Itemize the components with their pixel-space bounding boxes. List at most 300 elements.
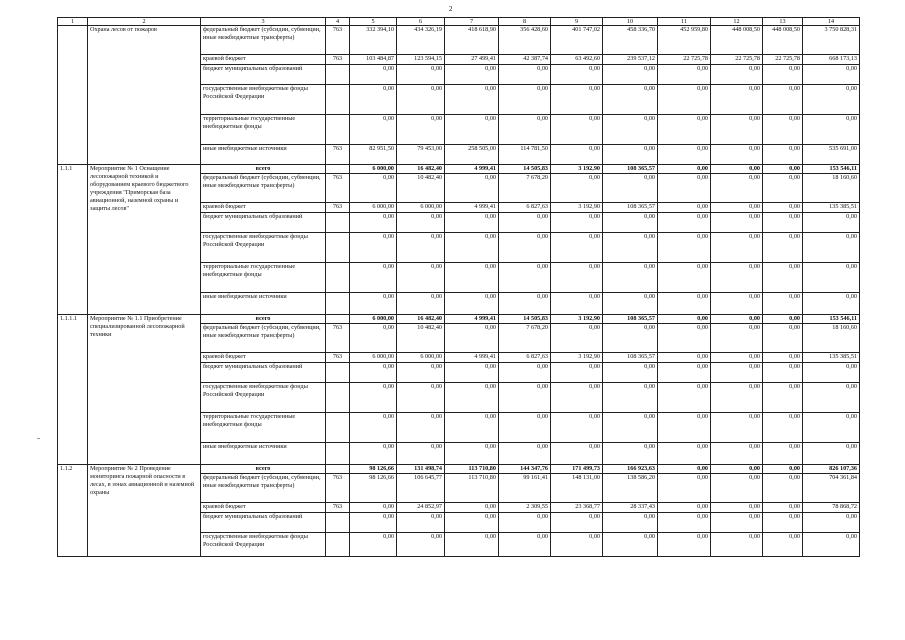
budget-table — [57, 17, 860, 557]
amount-cell: 171 499,73 — [551, 465, 603, 474]
funding-source: бюджет муниципальных образований — [201, 513, 326, 533]
amount-cell: 0,00 — [603, 65, 658, 85]
amount-cell: 0,00 — [397, 85, 445, 115]
amount-cell: 108 365,57 — [603, 353, 658, 363]
funding-source: государственные внебюджетные фонды Российской Федерации — [201, 85, 326, 115]
amount-cell: 0,00 — [763, 353, 803, 363]
amount-cell: 0,00 — [763, 315, 803, 324]
amount-cell: 0,00 — [658, 503, 711, 513]
amount-cell: 0,00 — [551, 363, 603, 383]
amount-cell: 6 827,63 — [499, 353, 551, 363]
amount-cell: 2 309,55 — [499, 503, 551, 513]
amount-cell: 22 725,78 — [711, 55, 763, 65]
amount-cell: 0,00 — [603, 213, 658, 233]
amount-cell: 0,00 — [711, 174, 763, 203]
budget-code — [326, 85, 350, 115]
amount-cell: 0,00 — [658, 324, 711, 353]
amount-cell: 6 000,00 — [397, 353, 445, 363]
budget-code — [326, 513, 350, 533]
amount-cell: 0,00 — [711, 533, 763, 557]
amount-cell: 0,00 — [711, 213, 763, 233]
amount-cell: 0,00 — [763, 465, 803, 474]
amount-cell: 0,00 — [499, 213, 551, 233]
amount-cell: 0,00 — [350, 383, 397, 413]
budget-code — [326, 213, 350, 233]
amount-cell: 0,00 — [763, 363, 803, 383]
amount-cell: 0,00 — [658, 65, 711, 85]
amount-cell: 106 645,77 — [397, 474, 445, 503]
amount-cell: 0,00 — [551, 65, 603, 85]
header-row — [58, 18, 860, 26]
amount-cell: 0,00 — [350, 513, 397, 533]
amount-cell: 0,00 — [603, 363, 658, 383]
header-cell: 7 — [445, 18, 499, 26]
amount-cell: 138 586,20 — [603, 474, 658, 503]
amount-cell: 10 482,40 — [397, 324, 445, 353]
funding-source: иные внебюджетные источники — [201, 443, 326, 465]
amount-cell: 0,00 — [711, 145, 763, 165]
funding-source: федеральный бюджет (субсидии, субвенции, иные межбюджетные трансферты) — [201, 324, 326, 353]
amount-cell: 4 999,41 — [445, 165, 499, 174]
amount-cell: 0,00 — [711, 315, 763, 324]
amount-cell: 0,00 — [350, 213, 397, 233]
amount-cell: 0,00 — [803, 533, 860, 557]
amount-cell: 153 546,11 — [803, 165, 860, 174]
amount-cell: 239 537,12 — [603, 55, 658, 65]
amount-cell: 14 505,83 — [499, 315, 551, 324]
amount-cell: 0,00 — [499, 443, 551, 465]
amount-cell: 6 000,00 — [350, 353, 397, 363]
header-cell: 14 — [803, 18, 860, 26]
page-number: 2 — [449, 5, 453, 13]
budget-code: 763 — [326, 503, 350, 513]
budget-code — [326, 363, 350, 383]
header-cell: 10 — [603, 18, 658, 26]
budget-code — [326, 165, 350, 174]
amount-cell: 0,00 — [711, 324, 763, 353]
amount-cell: 0,00 — [350, 263, 397, 293]
row-index: 1.1.1 — [58, 165, 88, 315]
amount-cell: 0,00 — [763, 413, 803, 443]
amount-cell: 6 000,00 — [350, 165, 397, 174]
funding-source: краевой бюджет — [201, 503, 326, 513]
amount-cell: 0,00 — [711, 233, 763, 263]
amount-cell: 0,00 — [763, 263, 803, 293]
amount-cell: 0,00 — [551, 383, 603, 413]
amount-cell: 0,00 — [603, 533, 658, 557]
header-cell: 8 — [499, 18, 551, 26]
funding-source: краевой бюджет — [201, 353, 326, 363]
amount-cell: 535 691,00 — [803, 145, 860, 165]
amount-cell: 0,00 — [658, 213, 711, 233]
table-body — [58, 18, 860, 557]
funding-source: иные внебюджетные источники — [201, 145, 326, 165]
amount-cell: 0,00 — [658, 315, 711, 324]
amount-cell: 0,00 — [603, 85, 658, 115]
amount-cell: 0,00 — [445, 213, 499, 233]
budget-code — [326, 383, 350, 413]
amount-cell: 0,00 — [603, 293, 658, 315]
amount-cell: 0,00 — [711, 203, 763, 213]
amount-cell: 0,00 — [603, 413, 658, 443]
amount-cell: 0,00 — [711, 503, 763, 513]
budget-code: 763 — [326, 474, 350, 503]
amount-cell: 0,00 — [397, 513, 445, 533]
amount-cell: 401 747,02 — [551, 26, 603, 55]
amount-cell: 0,00 — [551, 533, 603, 557]
amount-cell: 135 385,51 — [803, 203, 860, 213]
amount-cell: 0,00 — [603, 115, 658, 145]
amount-cell: 0,00 — [658, 383, 711, 413]
amount-cell: 0,00 — [658, 203, 711, 213]
amount-cell: 0,00 — [763, 533, 803, 557]
amount-cell: 0,00 — [397, 263, 445, 293]
amount-cell: 0,00 — [397, 233, 445, 263]
amount-cell: 0,00 — [658, 363, 711, 383]
funding-source: краевой бюджет — [201, 203, 326, 213]
amount-cell: 0,00 — [803, 383, 860, 413]
amount-cell: 16 482,40 — [397, 165, 445, 174]
amount-cell: 0,00 — [711, 413, 763, 443]
amount-cell: 0,00 — [658, 263, 711, 293]
amount-cell: 0,00 — [803, 213, 860, 233]
amount-cell: 7 678,20 — [499, 324, 551, 353]
budget-code — [326, 233, 350, 263]
amount-cell: 0,00 — [803, 85, 860, 115]
scan-mark — [37, 438, 40, 439]
header-cell: 4 — [326, 18, 350, 26]
event-title: Мероприятие № 1 Оснащение лесопожарной техникой и оборудованием краевого бюджетного учреждения "Приморская база авиационной, наземной охраны и защиты лесов" — [88, 165, 201, 315]
funding-source: федеральный бюджет (субсидии, субвенции, иные межбюджетные трансферты) — [201, 174, 326, 203]
amount-cell: 0,00 — [397, 363, 445, 383]
amount-cell: 0,00 — [445, 533, 499, 557]
amount-cell: 0,00 — [551, 324, 603, 353]
amount-cell: 0,00 — [551, 213, 603, 233]
header-cell: 6 — [397, 18, 445, 26]
amount-cell: 0,00 — [763, 474, 803, 503]
amount-cell: 108 365,57 — [603, 165, 658, 174]
amount-cell: 166 923,63 — [603, 465, 658, 474]
amount-cell: 4 999,41 — [445, 315, 499, 324]
amount-cell: 0,00 — [658, 353, 711, 363]
budget-code — [326, 115, 350, 145]
amount-cell: 0,00 — [803, 263, 860, 293]
amount-cell: 0,00 — [397, 65, 445, 85]
amount-cell: 0,00 — [711, 165, 763, 174]
amount-cell: 0,00 — [711, 383, 763, 413]
amount-cell: 0,00 — [763, 145, 803, 165]
amount-cell: 0,00 — [603, 174, 658, 203]
amount-cell: 3 750 828,31 — [803, 26, 860, 55]
amount-cell: 0,00 — [551, 413, 603, 443]
amount-cell: 0,00 — [350, 503, 397, 513]
amount-cell: 0,00 — [499, 363, 551, 383]
amount-cell: 0,00 — [711, 513, 763, 533]
amount-cell: 0,00 — [803, 513, 860, 533]
amount-cell: 0,00 — [350, 363, 397, 383]
amount-cell: 0,00 — [658, 145, 711, 165]
budget-code: 763 — [326, 55, 350, 65]
amount-cell: 28 337,43 — [603, 503, 658, 513]
amount-cell: 0,00 — [711, 353, 763, 363]
amount-cell: 0,00 — [711, 85, 763, 115]
amount-cell: 0,00 — [763, 203, 803, 213]
amount-cell: 0,00 — [445, 263, 499, 293]
amount-cell: 0,00 — [763, 513, 803, 533]
amount-cell: 0,00 — [711, 293, 763, 315]
header-cell: 13 — [763, 18, 803, 26]
amount-cell: 0,00 — [711, 443, 763, 465]
amount-cell: 0,00 — [445, 413, 499, 443]
table-row — [58, 315, 860, 324]
amount-cell: 0,00 — [350, 443, 397, 465]
amount-cell: 448 008,50 — [763, 26, 803, 55]
amount-cell: 0,00 — [551, 85, 603, 115]
amount-cell: 0,00 — [397, 443, 445, 465]
amount-cell: 0,00 — [658, 443, 711, 465]
funding-source: территориальные государственные внебюджетные фонды — [201, 263, 326, 293]
amount-cell: 0,00 — [711, 474, 763, 503]
amount-cell: 3 192,90 — [551, 165, 603, 174]
amount-cell: 63 492,60 — [551, 55, 603, 65]
amount-cell: 0,00 — [499, 115, 551, 145]
amount-cell: 113 710,80 — [445, 465, 499, 474]
amount-cell: 108 365,57 — [603, 203, 658, 213]
header-cell: 12 — [711, 18, 763, 26]
amount-cell: 258 505,00 — [445, 145, 499, 165]
amount-cell: 113 710,80 — [445, 474, 499, 503]
table-row — [58, 465, 860, 474]
amount-cell: 0,00 — [711, 363, 763, 383]
amount-cell: 3 192,90 — [551, 353, 603, 363]
amount-cell: 0,00 — [499, 513, 551, 533]
amount-cell: 0,00 — [397, 533, 445, 557]
amount-cell: 0,00 — [350, 324, 397, 353]
funding-source: всего — [201, 165, 326, 174]
funding-source: всего — [201, 315, 326, 324]
amount-cell: 0,00 — [350, 413, 397, 443]
amount-cell: 6 000,00 — [350, 203, 397, 213]
amount-cell: 0,00 — [397, 213, 445, 233]
amount-cell: 144 347,76 — [499, 465, 551, 474]
amount-cell: 0,00 — [350, 233, 397, 263]
amount-cell: 3 192,90 — [551, 203, 603, 213]
amount-cell: 0,00 — [658, 413, 711, 443]
amount-cell: 0,00 — [551, 513, 603, 533]
amount-cell: 0,00 — [803, 115, 860, 145]
row-index: 1.1.1.1 — [58, 315, 88, 465]
amount-cell: 0,00 — [445, 513, 499, 533]
funding-source: иные внебюджетные источники — [201, 293, 326, 315]
amount-cell: 0,00 — [499, 293, 551, 315]
funding-source: федеральный бюджет (субсидии, субвенции, иные межбюджетные трансферты) — [201, 474, 326, 503]
header-cell: 5 — [350, 18, 397, 26]
amount-cell: 0,00 — [350, 85, 397, 115]
amount-cell: 0,00 — [445, 174, 499, 203]
amount-cell: 0,00 — [397, 413, 445, 443]
amount-cell: 0,00 — [658, 115, 711, 145]
budget-code: 763 — [326, 145, 350, 165]
header-cell: 11 — [658, 18, 711, 26]
amount-cell: 0,00 — [763, 174, 803, 203]
budget-code — [326, 443, 350, 465]
amount-cell: 0,00 — [711, 465, 763, 474]
amount-cell: 78 868,72 — [803, 503, 860, 513]
amount-cell: 0,00 — [499, 85, 551, 115]
amount-cell: 0,00 — [803, 363, 860, 383]
amount-cell: 108 365,57 — [603, 315, 658, 324]
amount-cell: 0,00 — [499, 533, 551, 557]
amount-cell: 98 126,66 — [350, 465, 397, 474]
amount-cell: 0,00 — [445, 443, 499, 465]
amount-cell: 0,00 — [763, 213, 803, 233]
amount-cell: 0,00 — [603, 233, 658, 263]
amount-cell: 0,00 — [763, 324, 803, 353]
event-title: Охрана лесов от пожаров — [88, 26, 201, 165]
amount-cell: 458 336,70 — [603, 26, 658, 55]
table-row — [58, 165, 860, 174]
amount-cell: 148 131,00 — [551, 474, 603, 503]
amount-cell: 0,00 — [603, 145, 658, 165]
amount-cell: 434 326,19 — [397, 26, 445, 55]
row-index: 1.1.2 — [58, 465, 88, 557]
amount-cell: 0,00 — [763, 165, 803, 174]
header-cell: 9 — [551, 18, 603, 26]
amount-cell: 0,00 — [445, 293, 499, 315]
amount-cell: 0,00 — [603, 513, 658, 533]
amount-cell: 0,00 — [763, 233, 803, 263]
funding-source: бюджет муниципальных образований — [201, 213, 326, 233]
budget-code — [326, 315, 350, 324]
funding-source: государственные внебюджетные фонды Российской Федерации — [201, 233, 326, 263]
amount-cell: 0,00 — [658, 513, 711, 533]
amount-cell: 0,00 — [499, 383, 551, 413]
budget-table-wrapper — [57, 17, 860, 557]
amount-cell: 0,00 — [763, 503, 803, 513]
amount-cell: 0,00 — [499, 413, 551, 443]
amount-cell: 3 192,90 — [551, 315, 603, 324]
amount-cell: 0,00 — [603, 263, 658, 293]
amount-cell: 123 594,15 — [397, 55, 445, 65]
amount-cell: 153 546,11 — [803, 315, 860, 324]
budget-code: 763 — [326, 353, 350, 363]
funding-source: всего — [201, 465, 326, 474]
amount-cell: 0,00 — [803, 413, 860, 443]
amount-cell: 0,00 — [397, 383, 445, 413]
amount-cell: 103 484,87 — [350, 55, 397, 65]
budget-code: 763 — [326, 203, 350, 213]
amount-cell: 0,00 — [658, 533, 711, 557]
event-title: Мероприятие № 1.1 Приобретение специализированной лесопожарной техники — [88, 315, 201, 465]
amount-cell: 826 107,36 — [803, 465, 860, 474]
header-cell: 2 — [88, 18, 201, 26]
amount-cell: 24 852,97 — [397, 503, 445, 513]
amount-cell: 135 385,51 — [803, 353, 860, 363]
amount-cell: 0,00 — [763, 443, 803, 465]
amount-cell: 22 725,78 — [763, 55, 803, 65]
budget-code — [326, 465, 350, 474]
amount-cell: 0,00 — [551, 443, 603, 465]
amount-cell: 0,00 — [763, 115, 803, 145]
amount-cell: 0,00 — [711, 115, 763, 145]
row-index — [58, 26, 88, 165]
amount-cell: 0,00 — [711, 263, 763, 293]
amount-cell: 356 428,60 — [499, 26, 551, 55]
amount-cell: 0,00 — [763, 85, 803, 115]
amount-cell: 23 368,77 — [551, 503, 603, 513]
amount-cell: 0,00 — [658, 165, 711, 174]
amount-cell: 0,00 — [397, 115, 445, 145]
amount-cell: 0,00 — [551, 233, 603, 263]
amount-cell: 704 361,84 — [803, 474, 860, 503]
budget-code: 763 — [326, 174, 350, 203]
amount-cell: 131 498,74 — [397, 465, 445, 474]
amount-cell: 4 999,41 — [445, 353, 499, 363]
event-title: Мероприятие № 2 Проведение мониторинга пожарной опасности в лесах, в зонах авиационной и наземной охраны — [88, 465, 201, 557]
amount-cell: 0,00 — [350, 174, 397, 203]
amount-cell: 0,00 — [499, 65, 551, 85]
amount-cell: 0,00 — [445, 65, 499, 85]
amount-cell: 0,00 — [763, 293, 803, 315]
amount-cell: 0,00 — [445, 233, 499, 263]
amount-cell: 668 173,13 — [803, 55, 860, 65]
amount-cell: 0,00 — [603, 443, 658, 465]
funding-source: государственные внебюджетные фонды Российской Федерации — [201, 533, 326, 557]
amount-cell: 0,00 — [445, 503, 499, 513]
budget-code: 763 — [326, 26, 350, 55]
amount-cell: 0,00 — [350, 293, 397, 315]
amount-cell: 114 781,50 — [499, 145, 551, 165]
amount-cell: 0,00 — [658, 174, 711, 203]
amount-cell: 0,00 — [763, 65, 803, 85]
amount-cell: 0,00 — [803, 65, 860, 85]
amount-cell: 0,00 — [350, 533, 397, 557]
amount-cell: 0,00 — [445, 383, 499, 413]
amount-cell: 0,00 — [763, 383, 803, 413]
amount-cell: 0,00 — [658, 233, 711, 263]
amount-cell: 16 482,40 — [397, 315, 445, 324]
amount-cell: 0,00 — [445, 363, 499, 383]
amount-cell: 18 160,60 — [803, 324, 860, 353]
amount-cell: 0,00 — [658, 474, 711, 503]
amount-cell: 14 505,83 — [499, 165, 551, 174]
amount-cell: 0,00 — [350, 115, 397, 145]
amount-cell: 0,00 — [658, 85, 711, 115]
amount-cell: 0,00 — [603, 324, 658, 353]
amount-cell: 332 394,10 — [350, 26, 397, 55]
amount-cell: 0,00 — [803, 293, 860, 315]
budget-code — [326, 533, 350, 557]
amount-cell: 18 160,60 — [803, 174, 860, 203]
amount-cell: 0,00 — [803, 233, 860, 263]
funding-source: краевой бюджет — [201, 55, 326, 65]
funding-source: государственные внебюджетные фонды Российской Федерации — [201, 383, 326, 413]
amount-cell: 7 678,20 — [499, 174, 551, 203]
budget-code — [326, 65, 350, 85]
amount-cell: 27 499,41 — [445, 55, 499, 65]
amount-cell: 10 482,40 — [397, 174, 445, 203]
amount-cell: 4 999,41 — [445, 203, 499, 213]
amount-cell: 0,00 — [603, 383, 658, 413]
amount-cell: 452 959,80 — [658, 26, 711, 55]
amount-cell: 42 387,74 — [499, 55, 551, 65]
budget-code — [326, 263, 350, 293]
amount-cell: 0,00 — [803, 443, 860, 465]
amount-cell: 418 618,90 — [445, 26, 499, 55]
header-cell: 3 — [201, 18, 326, 26]
amount-cell: 98 126,66 — [350, 474, 397, 503]
amount-cell: 0,00 — [499, 233, 551, 263]
